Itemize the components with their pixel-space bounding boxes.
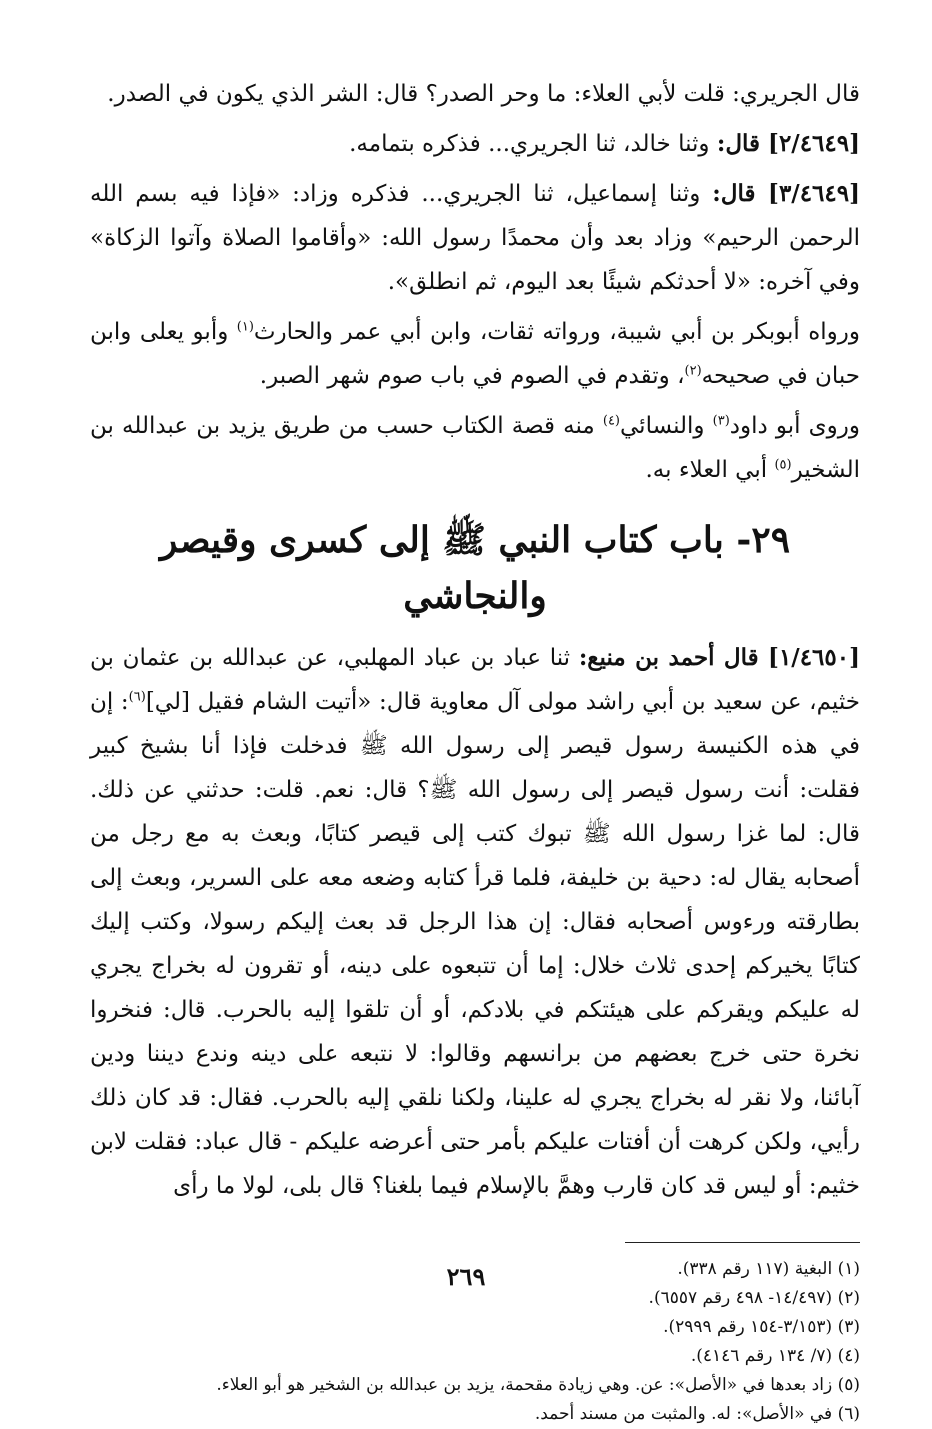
footnote-2: (٢) (١٤/٤٩٧- ٤٩٨ رقم ٦٥٥٧).: [648, 1288, 860, 1308]
footnote-ref-4[interactable]: (٤): [602, 413, 620, 429]
paragraph-text: وثنا خالد، ثنا الجريري... فذكره بتمامه.: [349, 131, 717, 157]
paragraph-hadith-3-4649: [90, 172, 860, 304]
paragraph-hadith-1-4650: [90, 636, 860, 1208]
paragraph-text: ورواه أبوبكر بن أبي شيبة، ورواته ثقات، وابن أبي عمر والحارث: [253, 319, 860, 345]
footnote-ref-5[interactable]: (٥): [774, 457, 792, 473]
paragraph-jariri-question: [90, 72, 860, 116]
paragraph-text: وأبو يعلى وابن حبان في صحيحه: [90, 319, 860, 389]
hadith-number: [٢/٤٦٤٩] قال:: [716, 130, 860, 157]
paragraph-text: والنسائي: [620, 413, 713, 439]
footnote-separator-wrap: [90, 1214, 860, 1255]
footnote-4: (٤) (٧/ ١٣٤ رقم ٤١٤٦).: [690, 1346, 860, 1366]
footnote-separator: [625, 1242, 860, 1243]
footnote-ref-1[interactable]: (١): [236, 319, 254, 335]
paragraph-text: : إن في هذه الكنيسة رسول قيصر إلى رسول الله ﷺ فدخلت فإذا أنا بشيخ كبير فقلت: أنت رسول قيصر إلى رسول الله ﷺ؟ قال: نعم. قلت: حدثني عن ذلك. قال: لما غزا رسول الله ﷺ تبوك كتب إلى قيصر كتابًا، وبعث به مع رجل من أصحابه يقال له: دحية بن خليفة، فلما قرأ كتابه وضعه معه على السرير، وبعث إلى بطارقته ورءوس أصحابه فقال: إن هذا الرجل قد بعث إليكم رسولا، وكتب إليك كتابًا يخيركم إحدى ثلاث خلال: إما أن تتبعوه على دينه، أو تقرون له بخراج يجري له عليكم ويقركم على هيئتكم في بلادكم، أو أن تلقوا إليه بالحرب. قال: فنخروا نخرة حتى خرج بعضهم من برانسهم وقالوا: لا نتبعه على دينه وندع ديننا ودين آبائنا، ولا نقر له بخراج يجري له علينا، ولكنا نلقي إليه بالحرب. فقال: قد كان ذلك رأيي، ولكن كرهت أن أفتات عليكم بأمر حتى أعرضه عليكم - قال عباد: فقلت لابن خثيم: أو ليس قد كان قارب وهمَّ بالإسلام فيما بلغنا؟ قال بلى، لولا ما رأى: [90, 689, 860, 1199]
footnote-5: (٥) زاد بعدها في «الأصل»: عن. وهي زيادة مقحمة، يزيد بن عبدالله بن الشخير هو أبو العلاء.: [216, 1375, 860, 1395]
page-number: ٢٦٩: [446, 1262, 486, 1291]
paragraph-text: ، وتقدم في الصوم في باب صوم شهر الصبر.: [259, 363, 685, 389]
footnote-ref-2[interactable]: (٢): [684, 363, 702, 379]
footnote-1: (١) البغية (١١٧ رقم ٣٣٨).: [677, 1259, 860, 1279]
paragraph-text: قال الجريري: قلت لأبي العلاء: ما وحر الصدر؟ قال: الشر الذي يكون في الصدر.: [107, 81, 860, 107]
paragraph-abudawud-narration: [90, 404, 860, 492]
hadith-number: [١/٤٦٥٠] قال أحمد بن منيع:: [578, 644, 860, 671]
footnote-6: (٦) في «الأصل»: له. والمثبت من مسند أحمد.: [534, 1404, 860, 1424]
paragraph-text: ثنا عباد بن عباد المهلبي، عن عبدالله بن عثمان بن خثيم، عن سعيد بن أبي راشد مولى آل معاوية قال: «أتيت الشام فقيل [لي]: [90, 645, 861, 715]
chapter-heading: ٢٩- باب كتاب النبي ﷺ إلى كسرى وقيصر والنجاشي: [159, 519, 791, 617]
paragraph-abubakr-narration: [90, 310, 860, 398]
footnote-3: (٣) (٣/١٥٣-١٥٤ رقم ٢٩٩٩).: [663, 1317, 860, 1337]
paragraph-hadith-2-4649: [90, 122, 860, 166]
paragraph-text: أبي العلاء به.: [645, 457, 775, 483]
paragraph-text: وروى أبو داود: [729, 413, 860, 439]
footnote-ref-6[interactable]: (٦): [128, 689, 146, 705]
paragraph-text: منه قصة الكتاب حسب من طريق يزيد بن عبدالله بن الشخير: [90, 413, 860, 483]
footnote-ref-3[interactable]: (٣): [712, 413, 730, 429]
paragraph-text: وثنا إسماعيل، ثنا الجريري... فذكره وزاد: «فإذا فيه بسم الله الرحمن الرحيم» وزاد بعد وأن محمدًا رسول الله: «وأقاموا الصلاة وآتوا الزكاة» وفي آخره: «لا أحدثكم شيئًا بعد اليوم، ثم انطلق».: [90, 181, 860, 295]
hadith-number: [٣/٤٦٤٩] قال:: [712, 180, 861, 207]
